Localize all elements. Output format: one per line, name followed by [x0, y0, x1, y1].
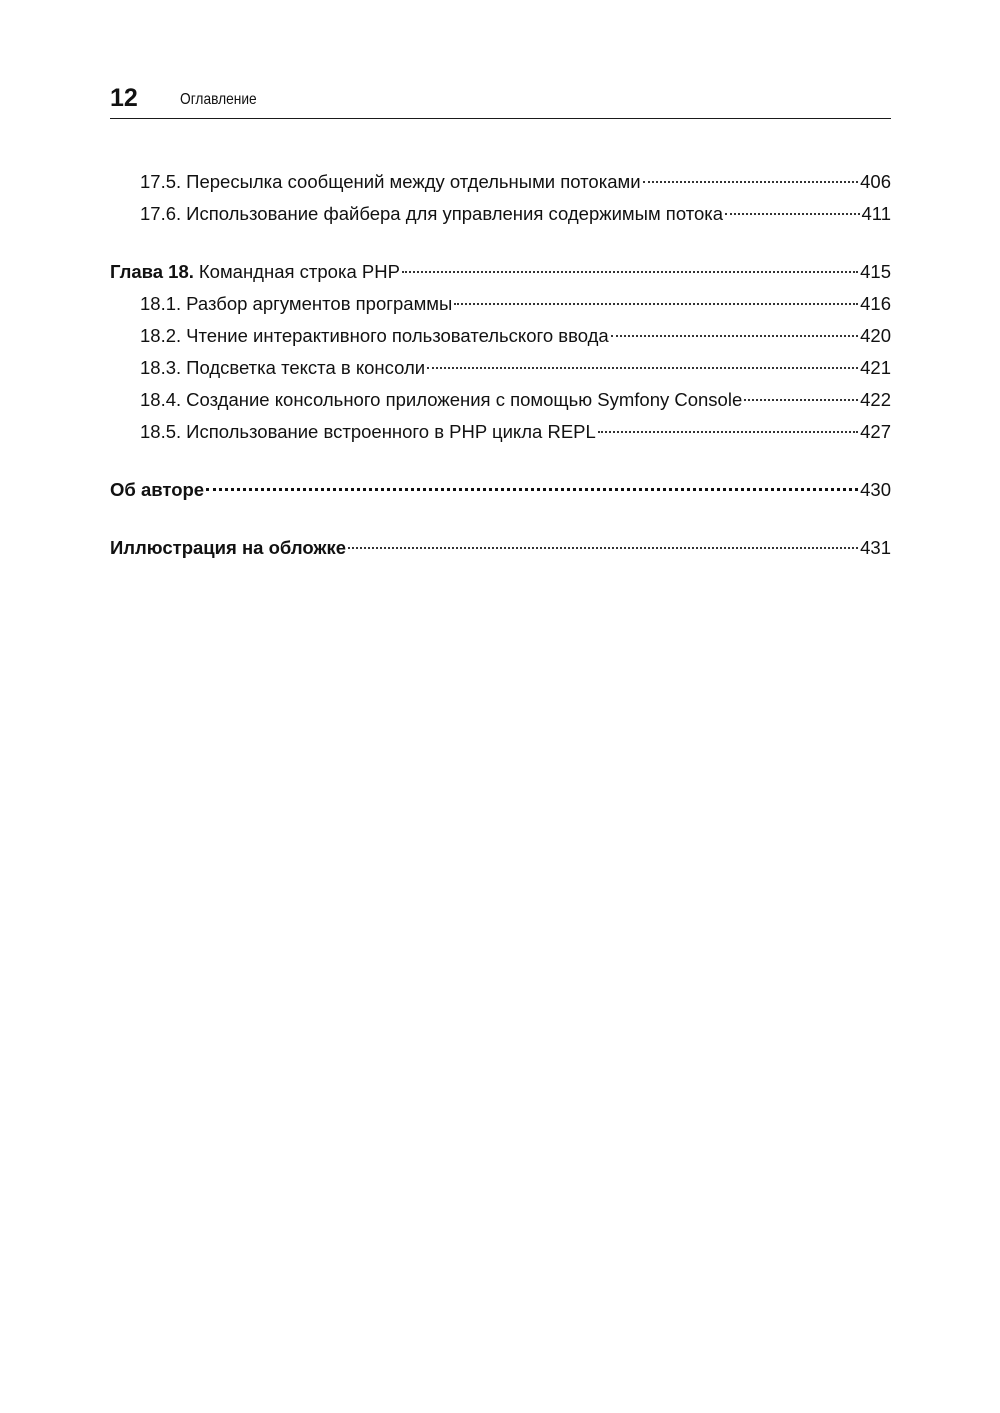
- toc-entry-cover-illustration[interactable]: [110, 532, 891, 564]
- section-title: Чтение интерактивного пользовательского ввода: [186, 325, 609, 346]
- toc-entry-18-5[interactable]: [110, 416, 891, 448]
- section-title: Подсветка текста в консоли: [186, 357, 426, 378]
- page-number: 12: [110, 84, 138, 112]
- toc-entry-title: [110, 256, 400, 288]
- toc-entry-title: Об авторе: [110, 479, 205, 500]
- section-number: 17.6.: [140, 203, 182, 224]
- dot-leader: [598, 431, 858, 433]
- page-reference: 430: [860, 479, 891, 500]
- section-number: 18.3.: [140, 357, 182, 378]
- page-reference: 411: [861, 203, 891, 224]
- toc-entry-18-2[interactable]: [110, 320, 891, 352]
- toc-entry-title: [140, 352, 425, 384]
- section-number: 18.2.: [140, 325, 182, 346]
- dot-leader: [402, 271, 858, 273]
- dot-leader: [744, 399, 858, 401]
- toc-entry-18-3[interactable]: [110, 352, 891, 384]
- toc-entry-title: [140, 166, 641, 198]
- dot-leader: [454, 303, 858, 305]
- section-title: Разбор аргументов программы: [186, 293, 453, 314]
- toc-entry-chapter-18[interactable]: [110, 256, 891, 288]
- page-header: [110, 84, 891, 119]
- page-reference: 415: [860, 261, 891, 282]
- section-title: Использование встроенного в PHP цикла REPL: [186, 421, 596, 442]
- toc-entry-title: [140, 416, 596, 448]
- page-reference: 431: [860, 537, 891, 558]
- section-number: 18.1.: [140, 293, 182, 314]
- dot-leader: [348, 547, 858, 549]
- toc-entry-17-6[interactable]: [110, 198, 891, 230]
- dot-leader: [643, 181, 859, 183]
- table-of-contents: [110, 166, 891, 564]
- toc-entry-title: Иллюстрация на обложке: [110, 537, 347, 558]
- chapter-title: Командная строка PHP: [198, 261, 400, 282]
- toc-entry-title: [140, 198, 723, 230]
- toc-entry-title: [140, 384, 742, 416]
- section-number: 18.5.: [140, 421, 182, 442]
- dot-leader: [427, 367, 858, 369]
- toc-entry-18-1[interactable]: [110, 288, 891, 320]
- toc-entry-about-author[interactable]: [110, 474, 891, 506]
- section-title: Создание консольного приложения с помощью Symfony Console: [186, 389, 743, 410]
- page-reference: 420: [860, 325, 891, 346]
- section-title: Пересылка сообщений между отдельными потоками: [186, 171, 641, 192]
- toc-entry-17-5[interactable]: [110, 166, 891, 198]
- toc-entry-title: [140, 288, 452, 320]
- dot-leader: [611, 335, 858, 337]
- section-number: 17.5.: [140, 171, 182, 192]
- dot-leader: [725, 213, 859, 215]
- toc-entry-title: [140, 320, 609, 352]
- page-reference: 421: [860, 357, 891, 378]
- chapter-label: Глава 18.: [110, 261, 194, 282]
- page-reference: 422: [860, 389, 891, 410]
- page-reference: 427: [860, 421, 891, 442]
- section-title: Использование файбера для управления содержимым потока: [186, 203, 724, 224]
- toc-entry-18-4[interactable]: [110, 384, 891, 416]
- section-number: 18.4.: [140, 389, 182, 410]
- running-title: Оглавление: [180, 91, 257, 108]
- page-reference: 406: [860, 171, 891, 192]
- page-reference: 416: [860, 293, 891, 314]
- dot-leader: [206, 488, 858, 491]
